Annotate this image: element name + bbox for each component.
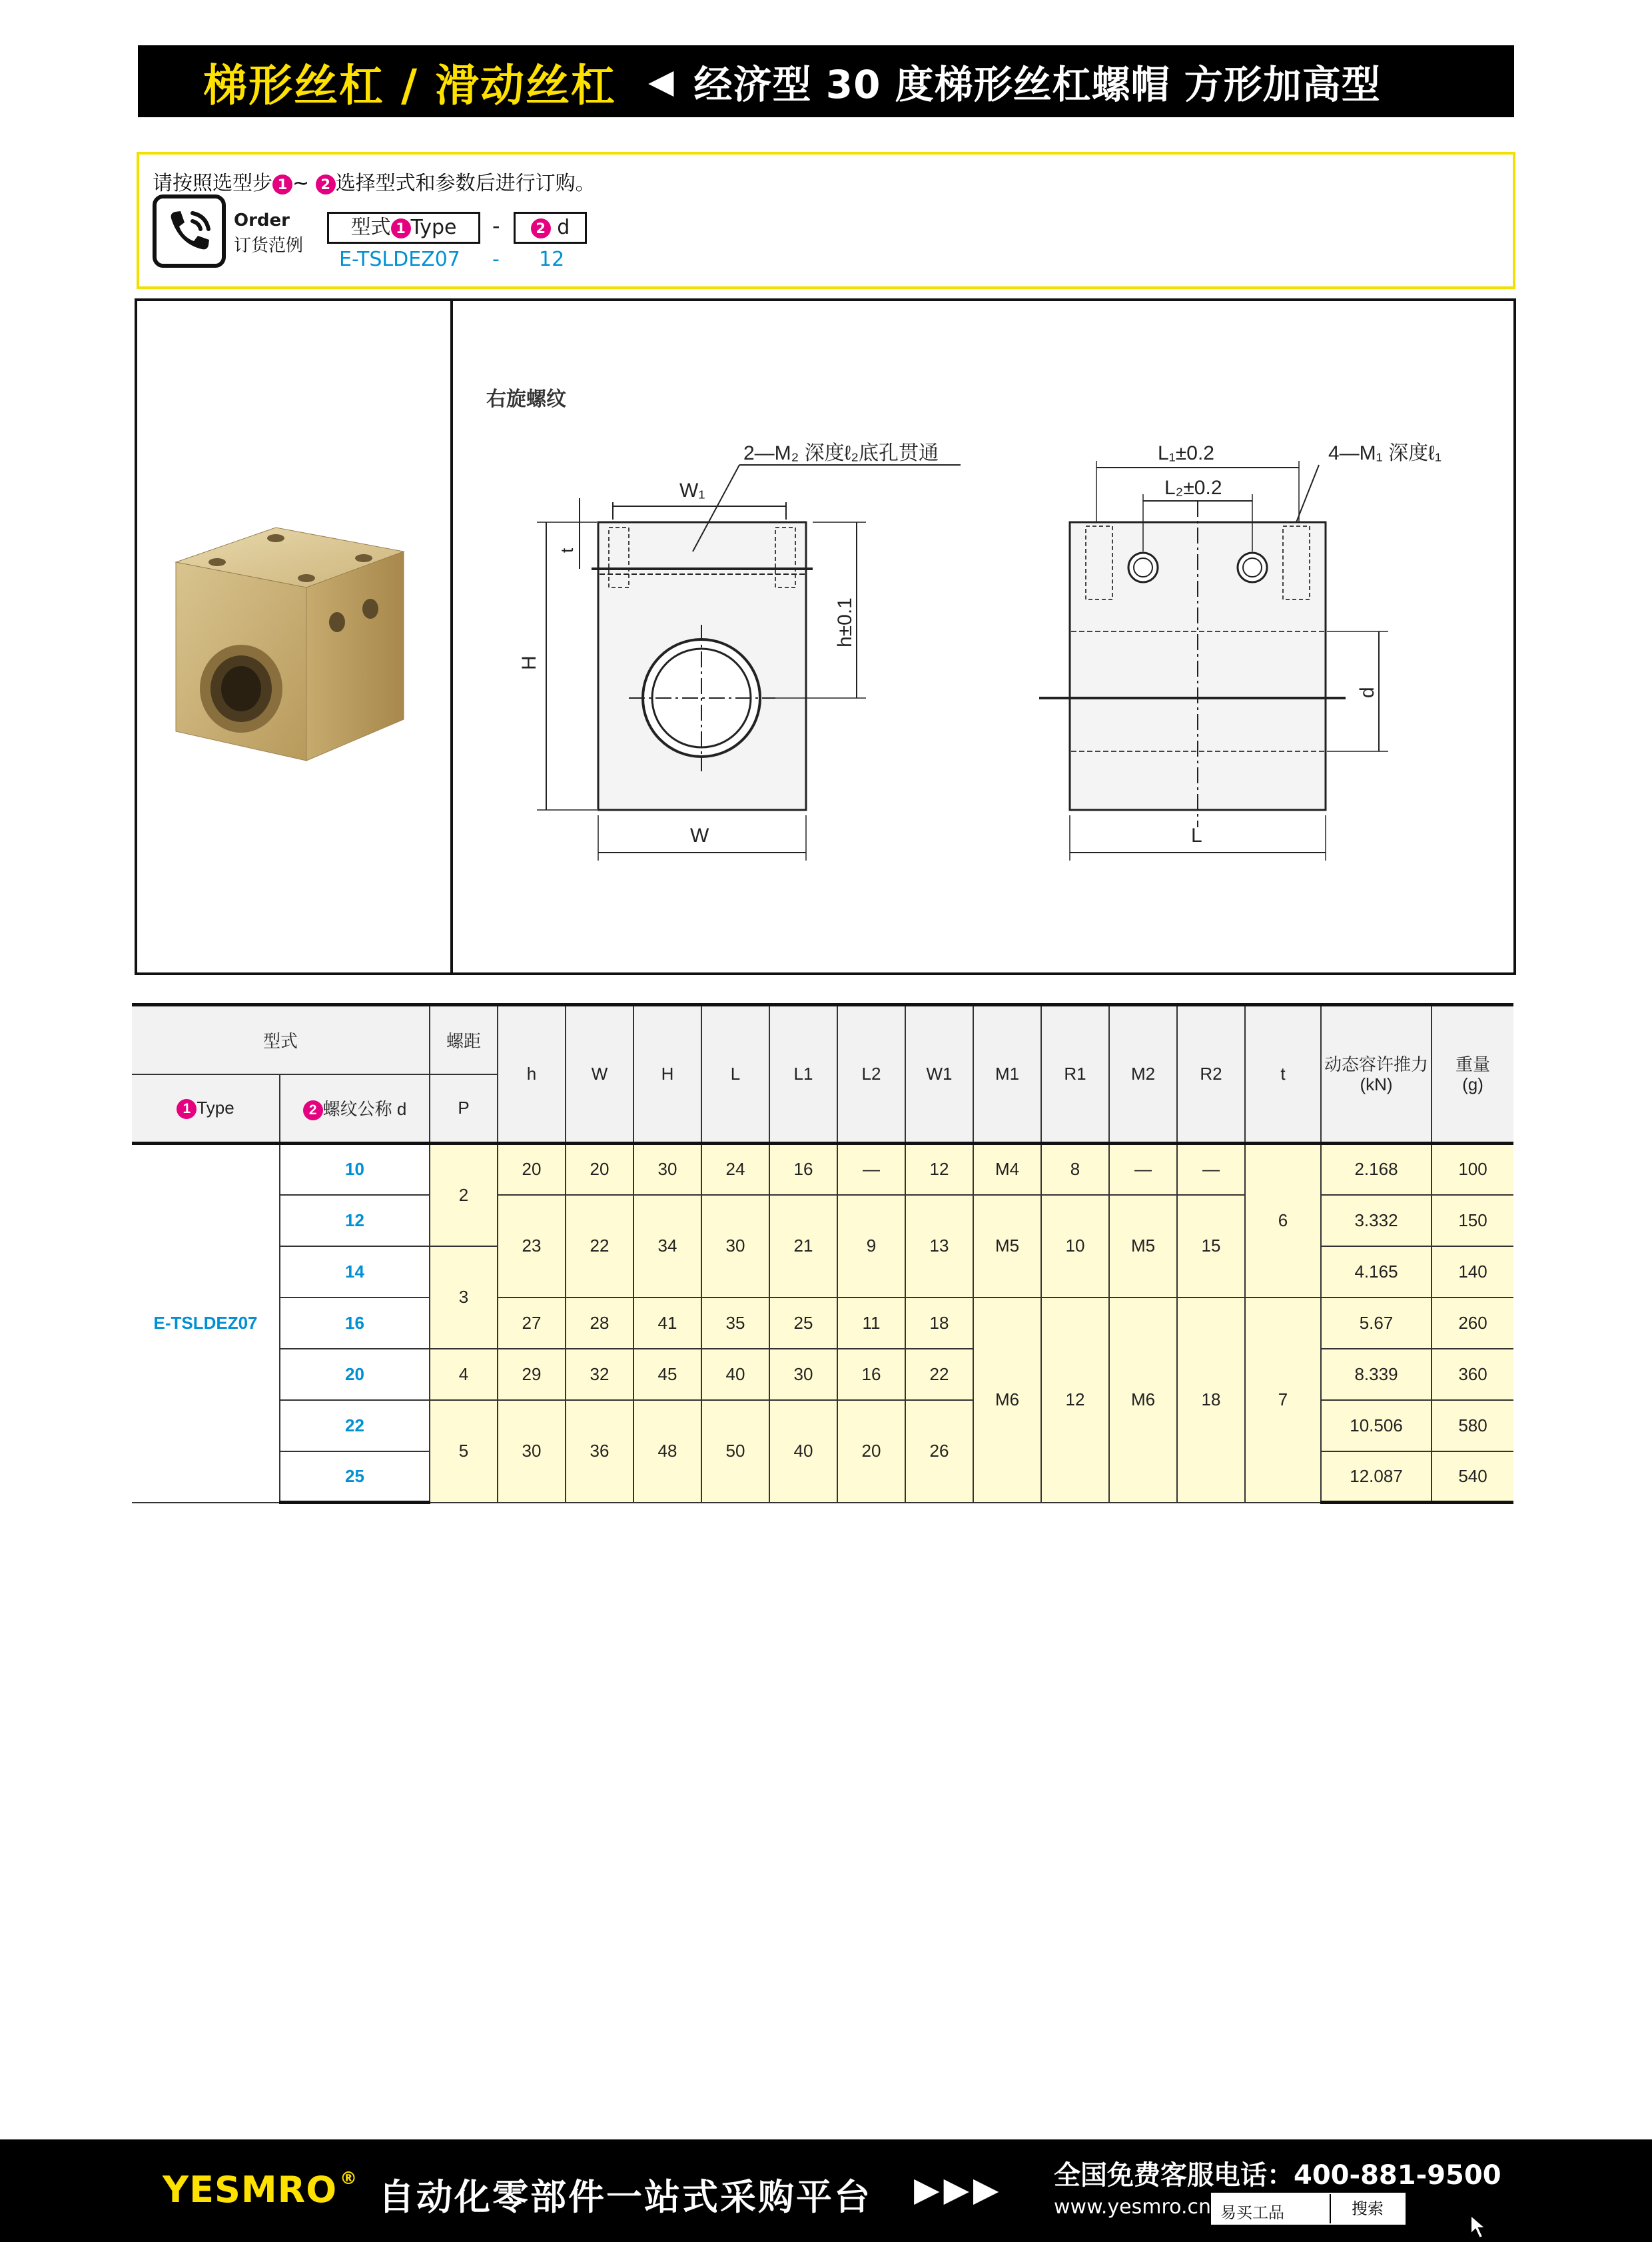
footer-bar — [0, 2139, 1652, 2242]
thrust-cell: 10.506 — [1321, 1400, 1432, 1451]
h-cell: 20 — [498, 1144, 566, 1195]
header-d — [280, 1074, 430, 1144]
label-d: d — [1356, 687, 1378, 698]
thrust-cell: 4.165 — [1321, 1246, 1432, 1298]
r1-cell: 12 — [1041, 1298, 1109, 1503]
type-code-box — [327, 212, 480, 244]
l1-cell: 16 — [769, 1144, 837, 1195]
header-type — [132, 1074, 280, 1144]
weight-cell: 360 — [1432, 1349, 1513, 1400]
l-cell: 30 — [701, 1195, 769, 1298]
label-h-big: H — [518, 655, 540, 670]
type-box-text: 型式 — [350, 216, 391, 239]
example-dash: - — [492, 248, 500, 271]
thrust-cell: 8.339 — [1321, 1349, 1432, 1400]
header-d-label: 螺纹公称 d — [322, 1099, 407, 1120]
thrust-cell: 2.168 — [1321, 1144, 1432, 1195]
H-cell: 34 — [633, 1195, 701, 1298]
label-w1: W₁ — [679, 480, 705, 502]
r2-cell: — — [1177, 1144, 1245, 1195]
m1-cell: M6 — [973, 1298, 1041, 1503]
d-box-text: d — [557, 216, 570, 239]
label-m1: 4—M₁ 深度ℓ₁ — [1328, 442, 1442, 464]
l-cell: 40 — [701, 1349, 769, 1400]
header-p: P — [430, 1074, 498, 1144]
thread-caption: 右旋螺纹 — [486, 388, 566, 411]
w-cell: 36 — [566, 1400, 633, 1503]
header-type-badge: 1 — [177, 1099, 197, 1119]
h-cell: 29 — [498, 1349, 566, 1400]
d-cell: 20 — [280, 1349, 430, 1400]
footer-arrows-icon: ▶▶▶ — [914, 2170, 1003, 2209]
spec-table — [132, 1003, 1513, 1504]
l2-cell: 16 — [837, 1349, 905, 1400]
header-r2: R2 — [1177, 1005, 1245, 1144]
brass-nut-image — [137, 301, 450, 972]
footer-search-button[interactable]: 搜索 — [1330, 2194, 1404, 2223]
header-l2: L2 — [837, 1005, 905, 1144]
order-example-box — [137, 152, 1515, 289]
H-cell: 30 — [633, 1144, 701, 1195]
h-cell: 23 — [498, 1195, 566, 1298]
type-box-en: Type — [410, 216, 457, 239]
header-d-badge: 2 — [303, 1100, 323, 1120]
d-cell: 10 — [280, 1144, 430, 1195]
r1-cell: 10 — [1041, 1195, 1109, 1298]
header-H: H — [633, 1005, 701, 1144]
order-label-en: Order — [234, 210, 290, 230]
order-instruction — [153, 167, 596, 196]
weight-cell: 580 — [1432, 1400, 1513, 1451]
w1-cell: 13 — [905, 1195, 973, 1298]
w1-cell: 12 — [905, 1144, 973, 1195]
l2-cell: 11 — [837, 1298, 905, 1349]
label-l2: L₂±0.2 — [1164, 477, 1222, 499]
weight-cell: 140 — [1432, 1246, 1513, 1298]
m2-cell: — — [1109, 1144, 1177, 1195]
d-cell: 22 — [280, 1400, 430, 1451]
footer-search-input[interactable]: 易买工品 — [1220, 2203, 1284, 2222]
header-title: 经济型 30 度梯形丝杠螺帽 方形加高型 — [693, 62, 1381, 107]
w-cell: 22 — [566, 1195, 633, 1298]
step-2-badge: 2 — [316, 175, 336, 194]
H-cell: 41 — [633, 1298, 701, 1349]
l-cell: 35 — [701, 1298, 769, 1349]
label-h-small: h±0.1 — [834, 597, 856, 647]
header-m2: M2 — [1109, 1005, 1177, 1144]
header-thrust-line1: 动态容许推力 — [1324, 1054, 1429, 1074]
weight-cell: 150 — [1432, 1195, 1513, 1246]
m1-cell: M4 — [973, 1144, 1041, 1195]
footer-website-link[interactable]: www.yesmro.cn — [1054, 2195, 1212, 2219]
header-l: L — [701, 1005, 769, 1144]
product-photo — [137, 301, 450, 972]
t-cell: 6 — [1245, 1144, 1321, 1298]
header-t: t — [1245, 1005, 1321, 1144]
footer-hotline: 全国免费客服电话：400-881-9500 — [1054, 2160, 1501, 2191]
header-w1: W1 — [905, 1005, 973, 1144]
header-bar — [138, 45, 1514, 117]
type-box-badge: 1 — [391, 218, 411, 238]
thrust-cell: 3.332 — [1321, 1195, 1432, 1246]
header-l1: L1 — [769, 1005, 837, 1144]
header-arrow-icon: ◀ — [648, 62, 674, 101]
l1-cell: 40 — [769, 1400, 837, 1503]
m1-cell: M5 — [973, 1195, 1041, 1298]
footer-search-box[interactable] — [1211, 2193, 1406, 2225]
d-code-box — [514, 212, 587, 244]
r2-cell: 18 — [1177, 1298, 1245, 1503]
header-thrust-line2: (kN) — [1360, 1074, 1393, 1094]
weight-cell: 540 — [1432, 1451, 1513, 1503]
header-weight-line1: 重量 — [1455, 1054, 1491, 1074]
l1-cell: 21 — [769, 1195, 837, 1298]
header-r1: R1 — [1041, 1005, 1109, 1144]
l2-cell: 20 — [837, 1400, 905, 1503]
l-cell: 50 — [701, 1400, 769, 1503]
weight-cell: 260 — [1432, 1298, 1513, 1349]
d-box-badge: 2 — [531, 218, 551, 238]
type-code-cell: E-TSLDEZ07 — [132, 1144, 280, 1503]
order-label-cn: 订货范例 — [234, 236, 304, 256]
w1-cell: 22 — [905, 1349, 973, 1400]
header-weight — [1432, 1005, 1513, 1144]
technical-drawing — [453, 301, 1513, 972]
header-w: W — [566, 1005, 633, 1144]
w-cell: 28 — [566, 1298, 633, 1349]
example-d-value: 12 — [539, 248, 565, 271]
label-l: L — [1191, 825, 1202, 847]
d-cell: 12 — [280, 1195, 430, 1246]
step-1-badge: 1 — [272, 175, 292, 194]
header-h: h — [498, 1005, 566, 1144]
code-dash: - — [492, 213, 500, 238]
w1-cell: 26 — [905, 1400, 973, 1503]
label-t: t — [557, 548, 577, 553]
order-instruction-tilde: ~ — [292, 172, 310, 195]
phone-order-icon — [153, 194, 226, 268]
label-w: W — [690, 825, 709, 847]
r1-cell: 8 — [1041, 1144, 1109, 1195]
l2-cell: — — [837, 1144, 905, 1195]
header-type-group: 型式 — [132, 1005, 430, 1074]
h-cell: 30 — [498, 1400, 566, 1503]
header-pitch-group: 螺距 — [430, 1005, 498, 1074]
thrust-cell: 5.67 — [1321, 1298, 1432, 1349]
label-l1: L₁±0.2 — [1158, 442, 1214, 464]
table-row — [132, 1298, 1513, 1349]
h-cell: 27 — [498, 1298, 566, 1349]
pitch-cell: 4 — [430, 1349, 498, 1400]
m2-cell: M5 — [1109, 1195, 1177, 1298]
figure-panel — [135, 298, 1516, 975]
t-cell: 7 — [1245, 1298, 1321, 1503]
m2-cell: M6 — [1109, 1298, 1177, 1503]
header-thrust — [1321, 1005, 1432, 1144]
r2-cell: 15 — [1177, 1195, 1245, 1298]
d-cell: 25 — [280, 1451, 430, 1503]
header-weight-line2: (g) — [1462, 1074, 1483, 1094]
pitch-cell: 3 — [430, 1246, 498, 1349]
dimension-drawing — [453, 301, 1513, 972]
table-row — [132, 1144, 1513, 1195]
l1-cell: 25 — [769, 1298, 837, 1349]
pitch-cell: 5 — [430, 1400, 498, 1503]
logo-registered-mark: ® — [340, 2169, 358, 2189]
header-m1: M1 — [973, 1005, 1041, 1144]
thrust-cell: 12.087 — [1321, 1451, 1432, 1503]
l2-cell: 9 — [837, 1195, 905, 1298]
H-cell: 48 — [633, 1400, 701, 1503]
yesmro-logo[interactable] — [163, 2169, 358, 2211]
order-instruction-suffix: 选择型式和参数后进行订购。 — [335, 172, 596, 195]
label-m2: 2—M₂ 深度ℓ₂底孔贯通 — [743, 442, 939, 464]
l-cell: 24 — [701, 1144, 769, 1195]
w1-cell: 18 — [905, 1298, 973, 1349]
l1-cell: 30 — [769, 1349, 837, 1400]
example-type-value: E-TSLDEZ07 — [339, 248, 460, 271]
d-cell: 14 — [280, 1246, 430, 1298]
footer-slogan: 自动化零部件一站式采购平台 — [378, 2176, 872, 2218]
w-cell: 20 — [566, 1144, 633, 1195]
d-cell: 16 — [280, 1298, 430, 1349]
H-cell: 45 — [633, 1349, 701, 1400]
weight-cell: 100 — [1432, 1144, 1513, 1195]
header-category: 梯形丝杠 / 滑动丝杠 — [203, 59, 617, 111]
pitch-cell: 2 — [430, 1144, 498, 1246]
order-instruction-prefix: 请按照选型步 — [153, 172, 272, 195]
cursor-icon — [1469, 2214, 1489, 2239]
w-cell: 32 — [566, 1349, 633, 1400]
logo-text: YESMRO — [163, 2169, 338, 2211]
header-type-label: Type — [197, 1097, 234, 1118]
